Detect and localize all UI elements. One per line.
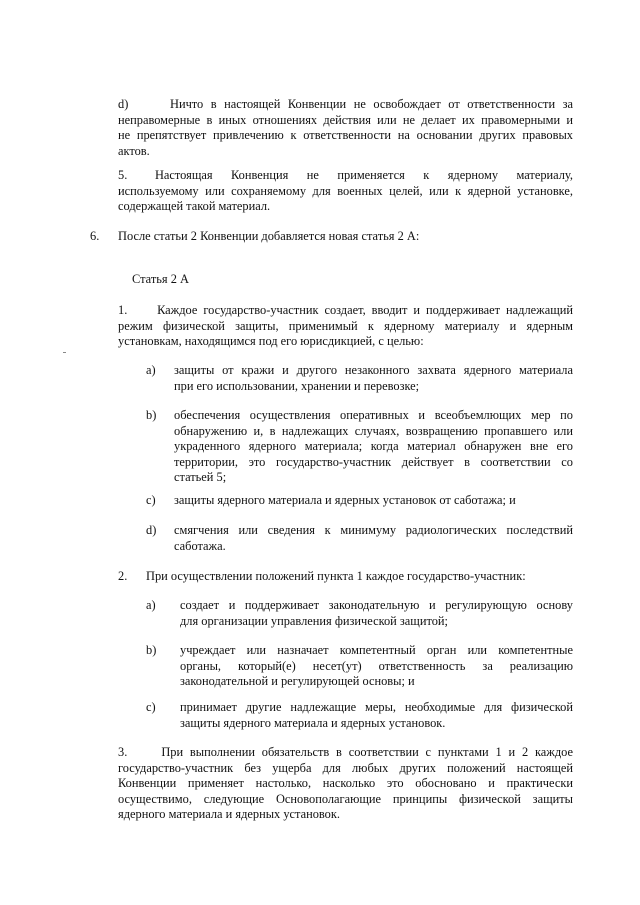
paragraph-3	[118, 745, 573, 823]
text-line: смягчения или сведения к минимуму радиологических последствий	[174, 523, 573, 537]
text-line: защиты ядерного материала и ядерных установок от саботажа; и	[174, 493, 516, 507]
text-line: Ничто в настоящей Конвенции не освобождает от ответственности за	[170, 97, 573, 111]
text-line: органы, который(е) несет(ут) ответственность за реализацию	[180, 658, 573, 673]
text-line: обнаружению и, в надлежащих случаях, возвращению пропавшего или	[174, 423, 573, 438]
item-c	[174, 493, 573, 509]
item-b	[174, 408, 573, 486]
text-line: не препятствует привлечению к ответственности на основании других правовых	[118, 128, 573, 142]
paragraph-2-text: При осуществлении положений пункта 1 каждое государство-участник:	[146, 569, 526, 583]
item-2b	[180, 643, 573, 690]
item-label-d2: d)	[146, 523, 157, 537]
item-label-2b: b)	[146, 643, 157, 657]
item-d	[174, 523, 573, 554]
paragraph-1	[118, 303, 573, 350]
text-line: государство-участник без ущерба для любых других положений настоящей	[118, 760, 573, 775]
paragraph-6-text: После статьи 2 Конвенции добавляется новая статья 2 А:	[118, 229, 420, 243]
item-label-a: a)	[146, 363, 156, 377]
text-line: украденного ядерного материала; когда материал обнаружен вне его	[174, 439, 573, 453]
text-line: неправомерные в иных отношениях действия или не делает их правомерными и	[118, 112, 573, 127]
article-title: Статья 2 А	[132, 272, 189, 286]
text-line: статьей 5;	[174, 470, 227, 484]
paragraph-2-number: 2.	[118, 569, 128, 583]
text-line: установкам, находящимся под его юрисдикцией, с целью:	[118, 334, 424, 348]
text-line: учреждает или назначает компетентный орган или компетентные	[180, 643, 573, 657]
text-line: актов.	[118, 143, 150, 158]
item-label-b: b)	[146, 408, 157, 422]
text-line: обеспечения осуществления оперативных и всеобъемлющих мер по	[174, 408, 573, 422]
item-label-2a: a)	[146, 598, 156, 612]
text-line: 1. Каждое государство-участник создает, вводит и поддерживает надлежащий	[118, 303, 573, 317]
paragraph-d	[118, 97, 573, 159]
item-label-c: c)	[146, 493, 156, 507]
text-line: ядерного материала и ядерных установок.	[118, 807, 340, 821]
text-line: защиты от кражи и другого незаконного захвата ядерного материала	[174, 363, 573, 377]
text-line: законодательной и регулирующей основы; и	[180, 674, 415, 688]
text-line: для организации управления физической защитой;	[180, 613, 448, 628]
text-line: защиты ядерного материала и ядерных установок.	[180, 715, 446, 730]
item-2a	[180, 598, 573, 629]
text-line: используемому или сохраняемому для военных целей, или к ядерной установке,	[118, 183, 573, 198]
text-line: режим физической защиты, применимый к ядерному материалу и ядерным	[118, 318, 573, 333]
item-label-d: d)	[118, 97, 129, 111]
margin-mark	[63, 352, 66, 353]
text-line: территории, это государство-участник действует в соответствии со	[174, 454, 573, 469]
text-line: содержащей такой материал.	[118, 199, 271, 213]
text-line: при его использовании, хранении и перевозке;	[174, 378, 420, 393]
text-line: саботажа.	[174, 538, 226, 553]
text-line: Конвенции применяет настолько, насколько это обосновано и практически	[118, 776, 573, 790]
item-label-2c: c)	[146, 700, 156, 714]
item-2c	[180, 700, 573, 731]
paragraph-5	[118, 168, 573, 215]
item-a	[174, 363, 573, 394]
text-line: принимает другие надлежащие меры, необходимые для физической	[180, 700, 573, 714]
text-line: 3. При выполнении обязательств в соответствии с пунктами 1 и 2 каждое	[118, 745, 573, 759]
paragraph-6-number: 6.	[90, 229, 100, 243]
text-line: осуществимо, следующие Основополагающие принципы физической защиты	[118, 791, 573, 806]
text-line: создает и поддерживает законодательную и регулирующую основу	[180, 598, 573, 612]
text-line: 5. Настоящая Конвенция не применяется к ядерному материалу,	[118, 168, 573, 182]
